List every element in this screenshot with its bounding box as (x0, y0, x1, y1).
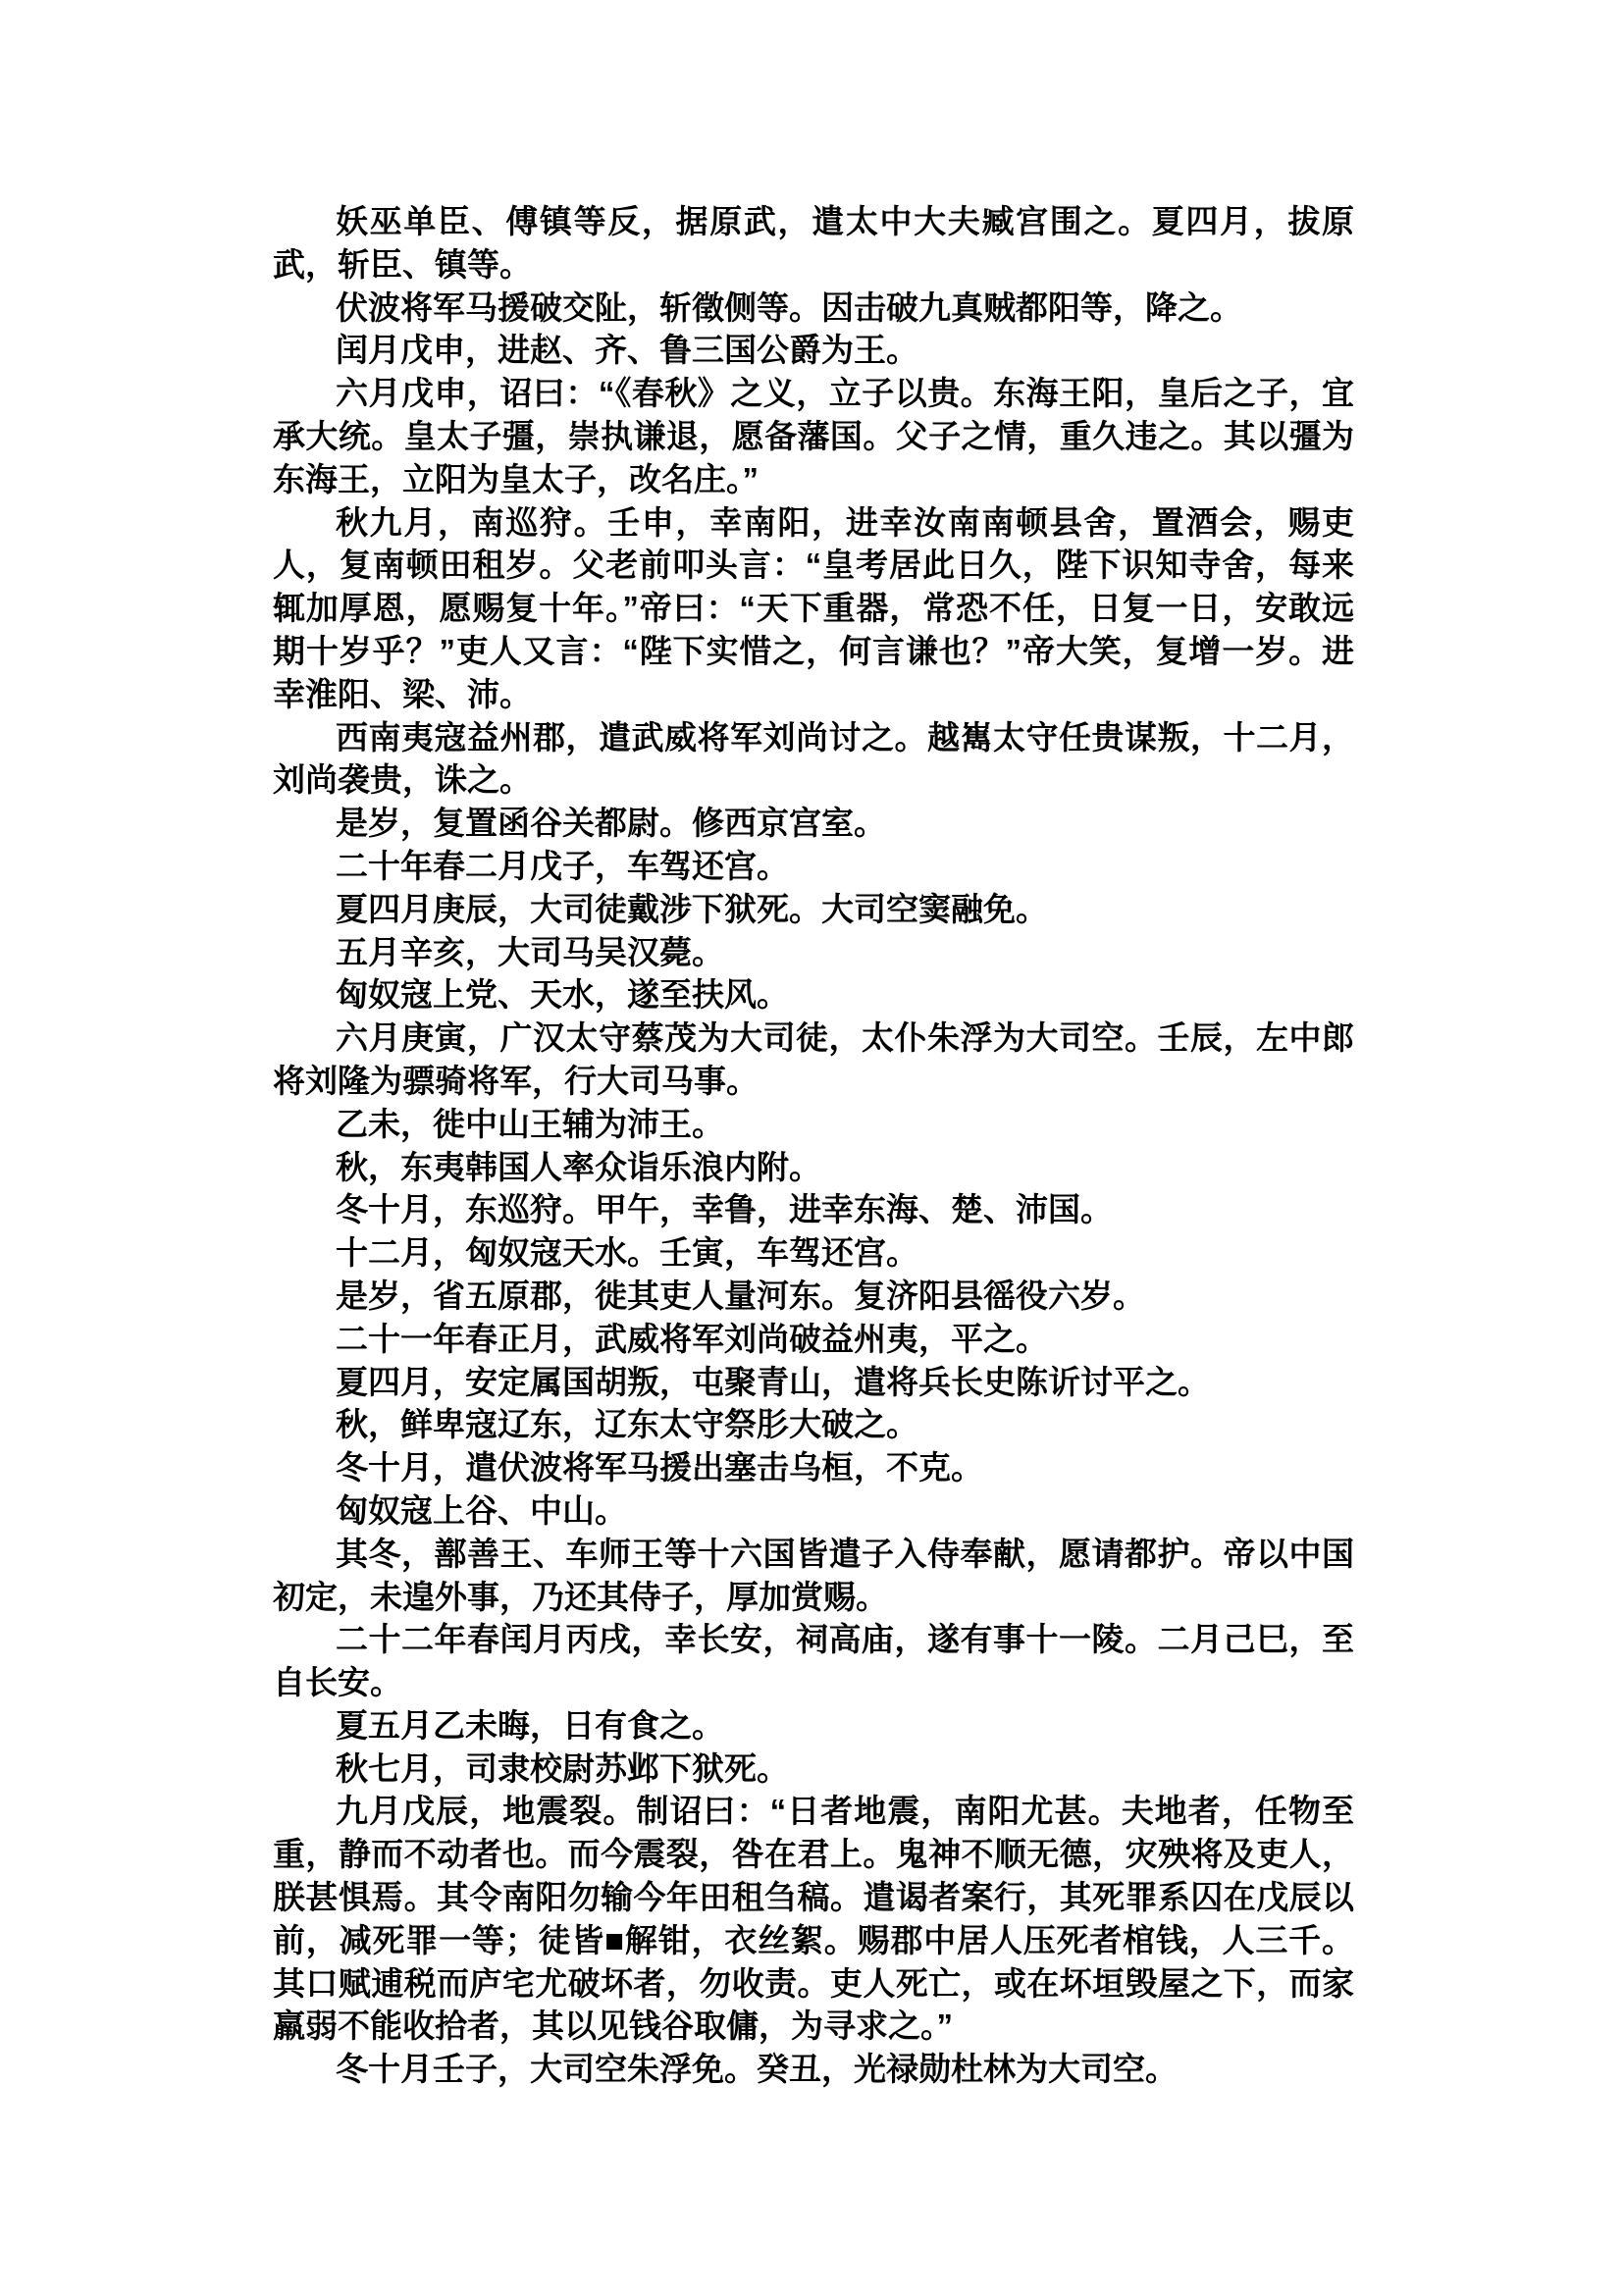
paragraph: 秋九月，南巡狩。壬申，幸南阳，进幸汝南南顿县舍，置酒会，赐吏人，复南顿田租岁。父老前叩头言：“皇考居此日久，陛下识知寺舍，每来辄加厚恩，愿赐复十年。”帝曰：“天下重器，常恐不任，日复一日，安敢远期十岁乎？”吏人又言：“陛下实惜之，何言谦也？”帝大笑，复增一岁。进幸淮阳、梁、沛。 (273, 503, 1354, 712)
paragraph: 十二月，匈奴寇天水。壬寅，车驾还宫。 (336, 1234, 918, 1272)
paragraph: 夏四月，安定属国胡叛，屯聚青山，遣将兵长史陈䜣讨平之。 (336, 1363, 1210, 1400)
paragraph: 夏五月乙未晦，日有食之。 (336, 1706, 724, 1744)
paragraph: 二十二年春闰月丙戌，幸长安，祠高庙，遂有事十一陵。二月己巳，至自长安。 (273, 1621, 1354, 1701)
paragraph: 妖巫单臣、傅镇等反，据原武，遣太中大夫臧宫围之。夏四月，拔原武，斩臣、镇等。 (273, 203, 1354, 283)
document-text-block (273, 200, 1354, 2091)
paragraph: 五月辛亥，大司马吴汉薨。 (336, 933, 724, 970)
paragraph: 秋，鲜卑寇辽东，辽东太守祭肜大破之。 (336, 1406, 918, 1443)
paragraph: 是岁，省五原郡，徙其吏人量河东。复济阳县徭役六岁。 (336, 1277, 1145, 1314)
paragraph: 伏波将军马援破交阯，斩徵侧等。因击破九真贼都阳等，降之。 (336, 288, 1242, 326)
paragraph: 西南夷寇益州郡，遣武威将军刘尚讨之。越嶲太守任贵谋叛，十二月，刘尚袭贵，诛之。 (273, 718, 1354, 799)
paragraph: 冬十月壬子，大司空朱浮免。癸丑，光禄勋杜林为大司空。 (336, 2051, 1178, 2088)
paragraph: 秋，东夷韩国人率众诣乐浪内附。 (336, 1148, 821, 1185)
paragraph: 闰月戊申，进赵、齐、鲁三国公爵为王。 (336, 332, 918, 369)
paragraph: 匈奴寇上党、天水，遂至扶风。 (336, 976, 789, 1014)
paragraph: 夏四月庚辰，大司徒戴涉下狱死。大司空窦融免。 (336, 890, 1048, 927)
paragraph: 秋七月，司隶校尉苏邺下狱死。 (336, 1749, 789, 1787)
paragraph: 冬十月，遣伏波将军马援出塞击乌桓，不克。 (336, 1449, 983, 1486)
paragraph: 匈奴寇上谷、中山。 (336, 1491, 627, 1529)
paragraph: 九月戊辰，地震裂。制诏曰：“日者地震，南阳尤甚。夫地者，任物至重，静而不动者也。而今震裂，咎在君上。鬼神不顺无德，灾殃将及吏人，朕甚惧焉。其令南阳勿输今年田租刍稿。遣谒者案行，其死罪系囚在戊辰以前，减死罪一等；徒皆■解钳，衣丝絮。赐郡中居人压死者棺钱，人三千。其口赋逋税而庐宅尤破坏者，勿收责。吏人死亡，或在坏垣毁屋之下，而家羸弱不能收拾者，其以见钱谷取傭，为寻求之。” (273, 1793, 1354, 2045)
paragraph: 其冬，鄯善王、车师王等十六国皆遣子入侍奉献，愿请都护。帝以中国初定，未遑外事，乃还其侍子，厚加赏赐。 (273, 1535, 1354, 1615)
paragraph: 二十一年春正月，武威将军刘尚破益州夷，平之。 (336, 1320, 1048, 1357)
paragraph: 六月庚寅，广汉太守蔡茂为大司徒，太仆朱浮为大司空。壬辰，左中郎将刘隆为骠骑将军，行大司马事。 (273, 1019, 1354, 1099)
paragraph: 冬十月，东巡狩。甲午，幸鲁，进幸东海、楚、沛国。 (336, 1191, 1113, 1228)
paragraph: 乙未，徙中山王辅为沛王。 (336, 1105, 724, 1142)
paragraph: 是岁，复置函谷关都尉。修西京宫室。 (336, 805, 886, 842)
paragraph: 二十年春二月戊子，车驾还宫。 (336, 847, 789, 884)
paragraph: 六月戊申，诏曰：“《春秋》之义，立子以贵。东海王阳，皇后之子，宜承大统。皇太子彊，崇执谦退，愿备藩国。父子之情，重久违之。其以彊为东海王，立阳为皇太子，改名庄。” (273, 375, 1354, 497)
